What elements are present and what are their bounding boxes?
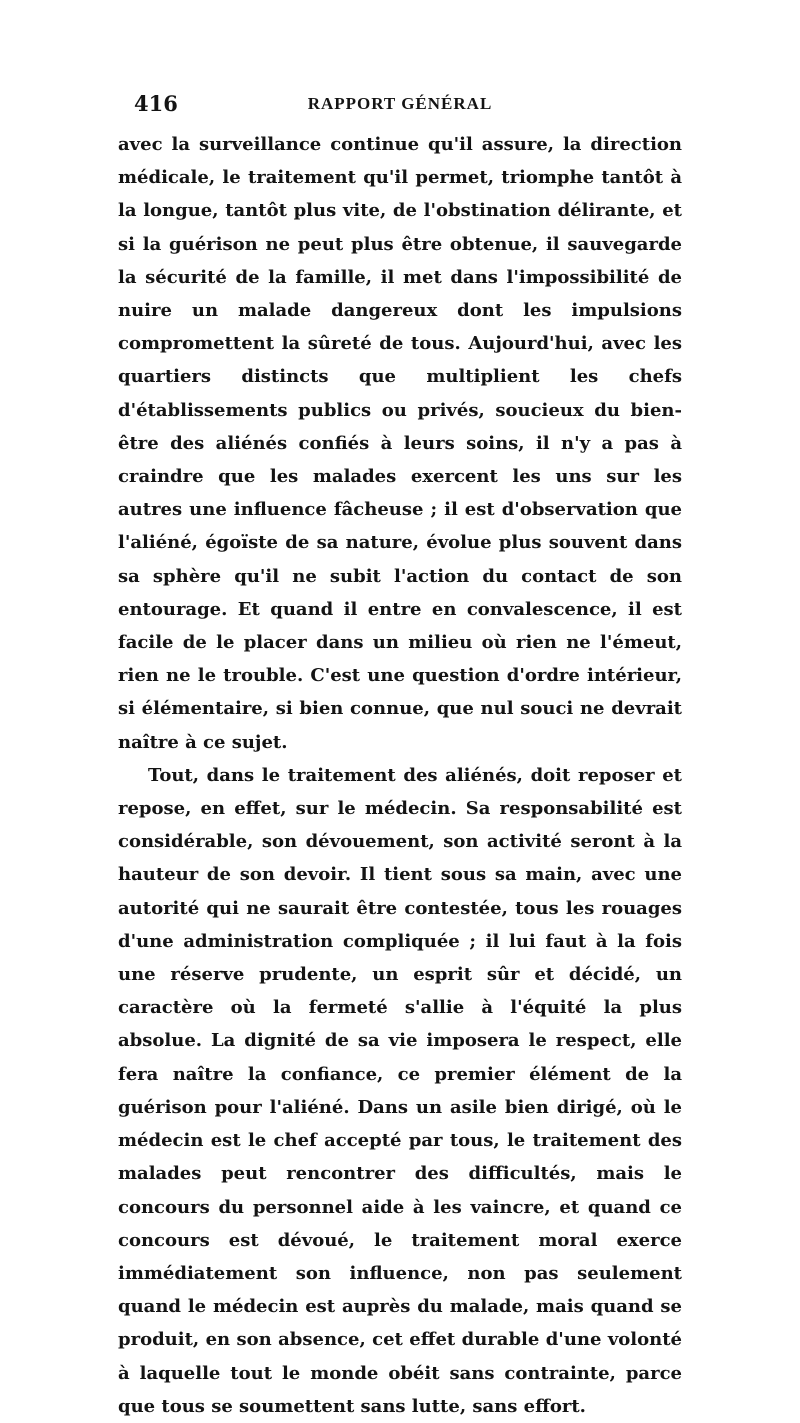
paragraph-continued: avec la surveillance continue qu'il assure, la direction médicale, le traitement qu'il permet, triomphe tantôt à la longue, tantôt plus vite, de l'obstination délirante, et si la guérison ne peut plus être obtenue, il sauvegarde la sécurité de la famille, il met dans l'impossibilité de nuire un malade dangereux dont les impulsions compromettent la sûreté de tous. Aujourd'hui, avec les quartiers distincts que multiplient les chefs d'établissements publics ou privés, soucieux du bien-être des aliénés confiés à leurs soins, il n'y a pas à craindre que les malades exercent les uns sur les autres une influence fâcheuse ; il est d'observation que l'aliéné, égoïste de sa nature, évolue plus souvent dans sa sphère qu'il ne subit l'action du contact de son entourage. Et quand il entre en convalescence, il est facile de le placer dans un milieu où rien ne l'émeut, rien ne le trouble. C'est une question d'ordre intérieur, si élémentaire, si bien connue, que nul souci ne devrait naître à ce sujet.: [118, 134, 682, 753]
page-number: 416: [134, 91, 178, 116]
paragraph: Tout, dans le traitement des aliénés, doit reposer et repose, en effet, sur le médecin. Sa responsabilité est considérable, son dévouement, son activité seront à la hauteur de son devoir. Il tient sous sa main, avec une autorité qui ne saurait être contestée, tous les rouages d'une administration compliquée ; il lui faut à la fois une réserve prudente, un esprit sûr et décidé, un caractère où la fermeté s'allie à l'équité la plus absolue. La dignité de sa vie imposera le respect, elle fera naître la confiance, ce premier élément de la guérison pour l'aliéné. Dans un asile bien dirigé, où le médecin est le chef accepté par tous, le traitement des malades peut rencontrer des difficultés, mais le concours du personnel aide à les vaincre, et quand ce concours est dévoué, le traitement moral exerce immédiatement son influence, non pas seulement quand le médecin est auprès du malade, mais quand se produit, en son absence, cet effet durable d'une volonté à laquelle tout le monde obéit sans contrainte, parce que tous se soumettent sans lutte, sans effort.: [118, 764, 682, 1417]
running-head: [118, 91, 682, 119]
running-title: RAPPORT GÉNÉRAL: [307, 94, 493, 113]
body-text: [118, 128, 682, 1423]
